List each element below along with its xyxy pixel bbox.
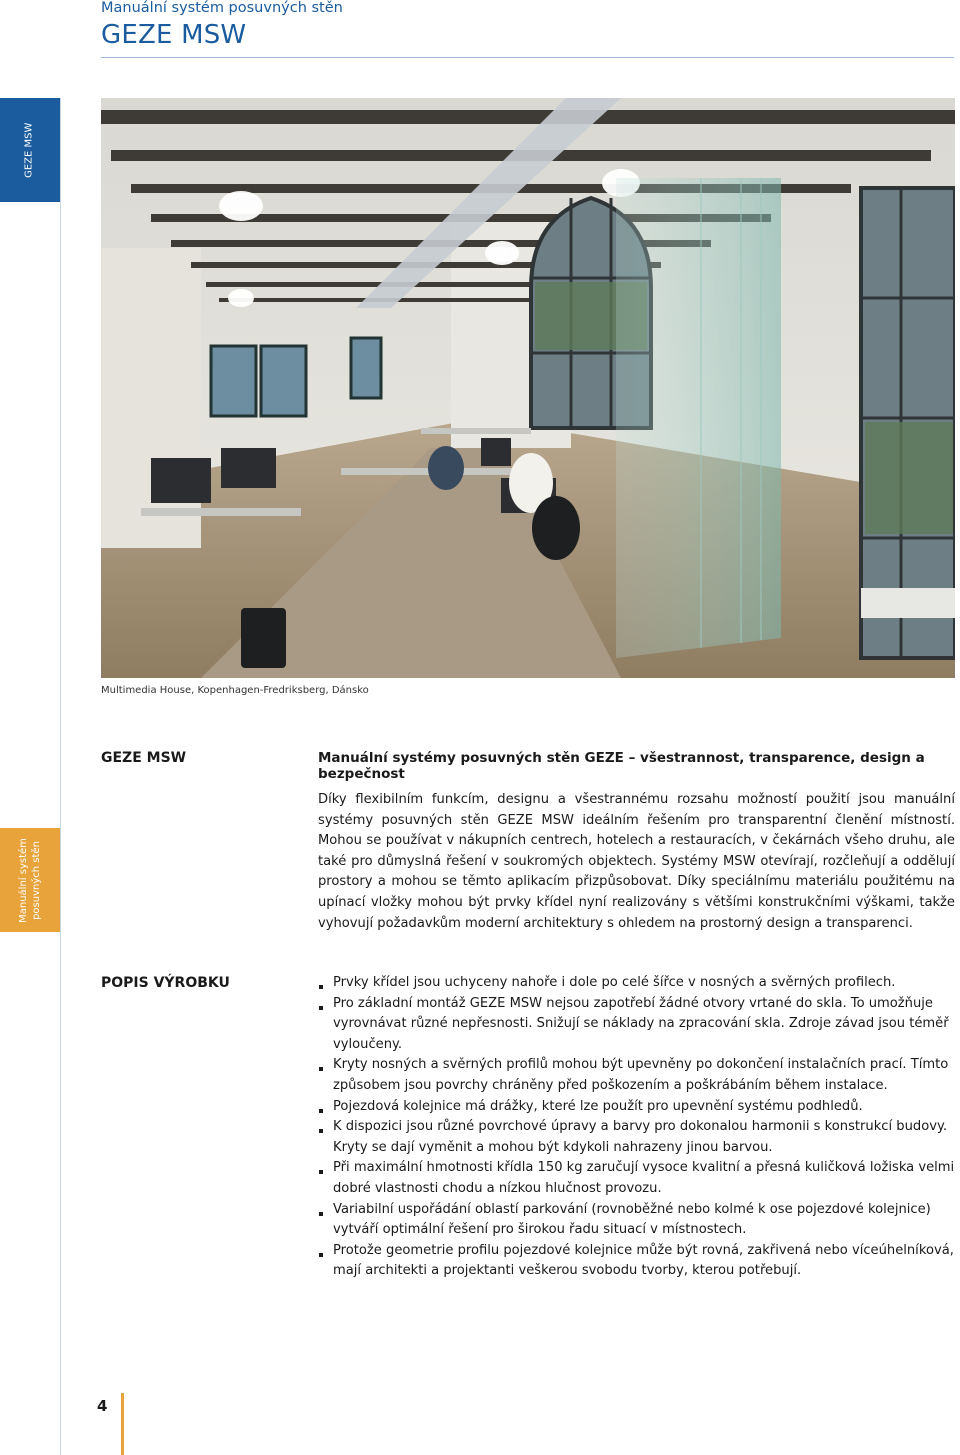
list-item-text: K dispozici jsou různé povrchové úpravy a barvy pro dokonalou harmonii s konstrukcí budovy. Kryty se dají vyměnit a mohou být kdykoli nahrazeny jinou barvou.: [333, 1119, 948, 1155]
bullet-square-icon: [319, 1253, 323, 1257]
feature-list: [318, 973, 955, 1282]
intro-heading: Manuální systémy posuvných stěn GEZE – všestrannost, transparence, design a bezpečnost: [318, 750, 925, 782]
list-item: [318, 1117, 955, 1158]
side-tab-section: [0, 828, 60, 932]
list-item: [318, 1241, 955, 1282]
intro-section-label: GEZE MSW: [101, 750, 187, 766]
header-subtitle: Manuální systém posuvných stěn: [101, 0, 343, 16]
intro-paragraph: Díky flexibilním funkcím, designu a všestrannému rozsahu možností použití jsou manuální systémy posuvných stěn GEZE MSW ideálním řešením pro transparentní členění místností. Mohou se používat v nákupních centrech, hotelech a restauracích, v čekárnách všeho druhu, ale také pro důmyslná řešení v soukromých objektech. Systémy MSW otevírají, rozčleňují a oddělují prostory a mohou se těmto aplikacím přizpůsobovat. Díky speciálnímu materiálu použitému na upínací vložky mohou být prvky křídel nyní realizovány s většími konstrukčními výškami, takže vyhovují požadavkům moderní architektury s ohledem na prostorný design a transparenci.: [318, 792, 955, 931]
side-tab-product-label: GEZE MSW: [23, 122, 35, 178]
bullet-square-icon: [319, 1067, 323, 1071]
header-divider: [101, 57, 954, 58]
side-tab-section-line2: posuvných stěn: [30, 840, 42, 920]
bullet-square-icon: [319, 1109, 323, 1113]
side-tab-section-label: [18, 838, 43, 923]
list-item-text: Pojezdová kolejnice má drážky, které lze použít pro upevnění systému podhledů.: [333, 1098, 863, 1114]
list-item: [318, 1158, 955, 1199]
list-item-text: Protože geometrie profilu pojezdové kolejnice může být rovná, zakřivená nebo víceúhelníková, mají architekti a projektanti veškerou svobodu tvorby, kterou potřebují.: [333, 1242, 954, 1279]
side-tab-section-line1: Manuální systém: [17, 837, 29, 923]
list-item-text: Kryty nosných a svěrných profilů mohou být upevněny po dokončení instalačních prací. Tímto způsobem jsou povrchy chráněny před poškozením a poškrábáním během instalace.: [333, 1057, 949, 1093]
list-item: [318, 1200, 955, 1241]
side-tab-product: [0, 98, 60, 202]
list-item-text: Pro základní montáž GEZE MSW nejsou zapotřebí žádné otvory vrtané do skla. To umožňuje vyrovnávat různé nepřesnosti. Snižují se náklady na zpracování skla. Zdroje závad jsou téměř vyloučeny.: [333, 995, 949, 1052]
page-number: 4: [97, 1397, 108, 1415]
bullet-square-icon: [319, 1006, 323, 1010]
list-item-text: Variabilní uspořádání oblastí parkování (rovnoběžné nebo kolmé k ose pojezdové kolejnice) vytváří optimální řešení pro širokou řadu situací v místnostech.: [333, 1201, 931, 1238]
list-item-text: Prvky křídel jsou uchyceny nahoře i dole po celé šířce v nosných a svěrných profilech.: [333, 975, 896, 990]
page-number-accent-bar: [121, 1393, 124, 1455]
list-item: [318, 994, 955, 1056]
bullet-square-icon: [319, 1170, 323, 1174]
bullet-square-icon: [319, 985, 323, 989]
photo-caption: Multimedia House, Kopenhagen-Fredriksberg, Dánsko: [101, 685, 369, 696]
header-title: GEZE MSW: [101, 20, 247, 50]
list-item: [318, 1097, 955, 1118]
bullet-square-icon: [319, 1212, 323, 1216]
left-margin-rule: [60, 98, 61, 1455]
product-section-label: POPIS VÝROBKU: [101, 975, 230, 991]
bullet-square-icon: [319, 1129, 323, 1133]
list-item: [318, 973, 955, 994]
list-item-text: Při maximální hmotnosti křídla 150 kg zaručují vysoce kvalitní a přesná kuličková ložiska velmi dobré vlastnosti chodu a nízkou hlučnost provozu.: [333, 1160, 955, 1196]
office-interior-illustration: [101, 98, 955, 678]
list-item: [318, 1055, 955, 1096]
office-photo: [101, 98, 955, 678]
